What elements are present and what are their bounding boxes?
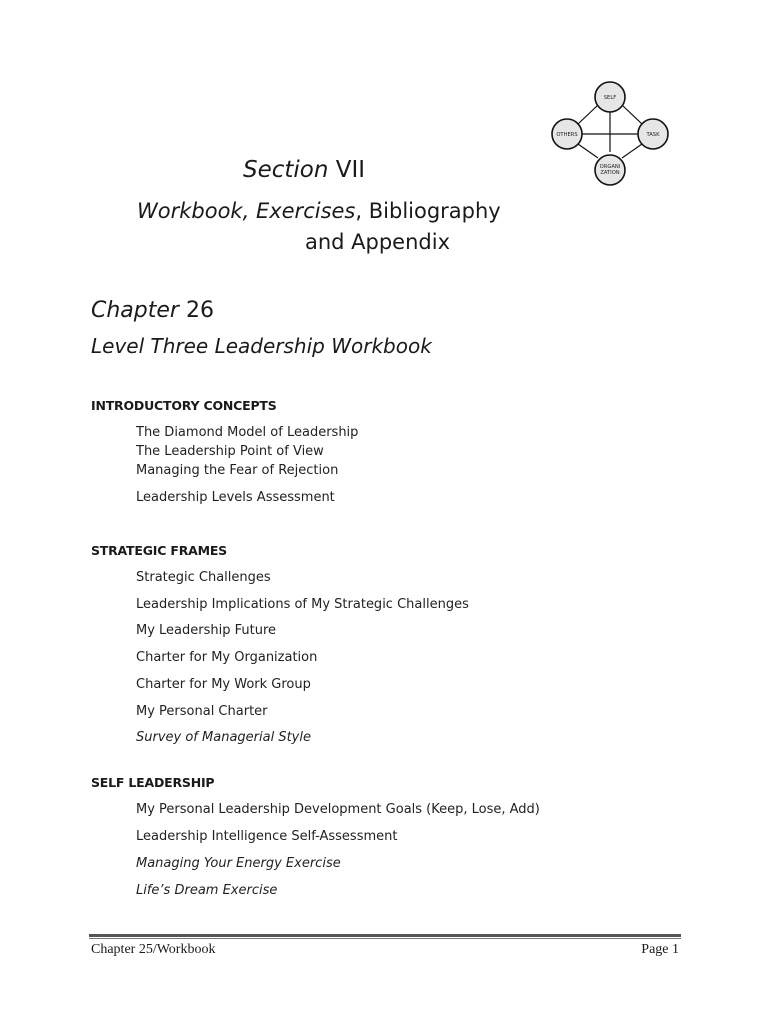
list-item: Leadership Levels Assessment: [136, 490, 335, 505]
node-organization-label-2: ZATION: [600, 170, 620, 176]
connector-task-organization: [622, 144, 642, 158]
list-item: My Personal Leadership Development Goals (Keep, Lose, Add): [136, 802, 540, 817]
node-organization-label-1: ORGANI: [599, 164, 621, 170]
section-title-rest: , Bibliography: [355, 199, 501, 223]
section-word: Section: [243, 157, 329, 183]
footer-rule-thin: [89, 938, 681, 939]
section-heading: [243, 157, 365, 183]
list-item: Charter for My Work Group: [136, 677, 311, 692]
footer-chapter-label: Chapter 25/Workbook: [91, 942, 216, 957]
node-others-label: OTHERS: [556, 132, 578, 138]
chapter-word: Chapter: [91, 298, 179, 323]
page-number: Page 1: [641, 942, 679, 957]
list-item: Managing Your Energy Exercise: [136, 856, 341, 871]
section-number: VII: [335, 157, 366, 183]
chapter-title: Level Three Leadership Workbook: [91, 334, 432, 358]
section-title: [137, 196, 501, 258]
list-item: Life’s Dream Exercise: [136, 883, 278, 898]
group-heading-self-leadership: SELF LEADERSHIP: [91, 775, 215, 790]
connector-self-task: [622, 105, 642, 124]
list-item: Survey of Managerial Style: [136, 730, 311, 745]
diamond-model-diagram: [545, 80, 675, 190]
list-item: Managing the Fear of Rejection: [136, 463, 339, 478]
section-title-line2: and Appendix: [304, 230, 450, 254]
chapter-heading: [91, 298, 214, 323]
node-self-label: SELF: [603, 95, 617, 101]
group-heading-strategic-frames: STRATEGIC FRAMES: [91, 543, 227, 558]
list-item: Leadership Intelligence Self-Assessment: [136, 829, 398, 844]
list-item: Leadership Implications of My Strategic Challenges: [136, 597, 469, 612]
group-heading-introductory-concepts: INTRODUCTORY CONCEPTS: [91, 398, 277, 413]
list-item: The Diamond Model of Leadership: [136, 425, 359, 440]
footer-rule: [89, 934, 681, 937]
list-item: Charter for My Organization: [136, 650, 318, 665]
connector-self-others: [578, 105, 598, 124]
list-item: My Personal Charter: [136, 704, 268, 719]
list-item: Strategic Challenges: [136, 570, 271, 585]
connector-others-organization: [578, 144, 598, 158]
list-item: My Leadership Future: [136, 623, 277, 638]
section-title-italic: Workbook, Exercises: [137, 199, 356, 223]
node-task-label: TASK: [646, 132, 660, 138]
chapter-number: 26: [185, 298, 214, 323]
list-item: The Leadership Point of View: [136, 444, 324, 459]
